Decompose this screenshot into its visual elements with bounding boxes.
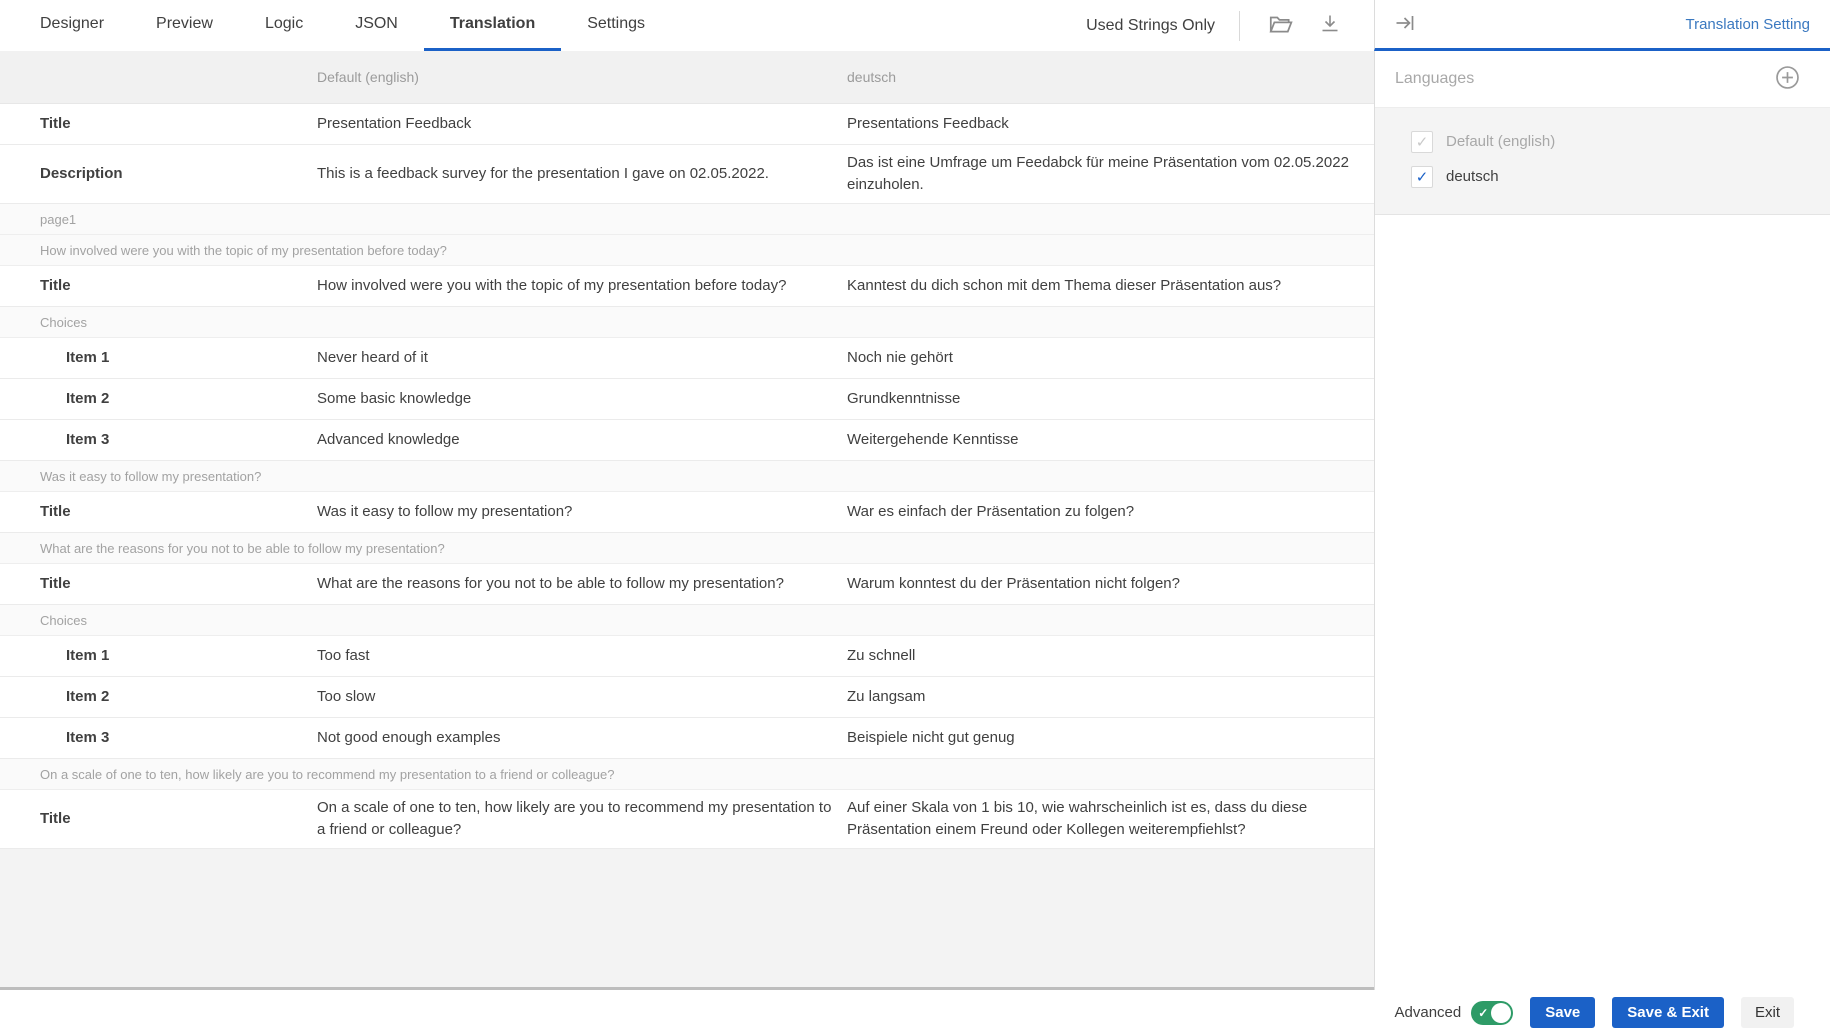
translation-cell-deutsch[interactable]: Presentations Feedback (847, 115, 1009, 132)
tab-bar (0, 0, 1374, 51)
export-button[interactable] (1314, 10, 1346, 42)
translation-row (0, 338, 1374, 379)
used-strings-label: Used Strings Only (1086, 16, 1215, 34)
content-area (0, 51, 1830, 990)
panel-title: Translation Setting (1685, 15, 1810, 33)
download-icon (1318, 12, 1342, 39)
toggle-knob (1491, 1003, 1511, 1023)
row-label: Item 1 (66, 647, 110, 664)
translation-row (0, 492, 1374, 533)
language-checkbox[interactable]: ✓ (1411, 166, 1433, 188)
group-header-row: How involved were you with the topic of my presentation before today? (0, 235, 1374, 266)
save-and-exit-button[interactable]: Save & Exit (1612, 997, 1724, 1028)
column-header-deutsch: deutsch (847, 69, 897, 85)
import-button[interactable] (1264, 10, 1296, 42)
translation-cell-default[interactable]: Advanced knowledge (317, 431, 460, 448)
row-label: Item 3 (66, 729, 110, 746)
translation-cell-default[interactable]: Never heard of it (317, 349, 428, 366)
translation-row (0, 636, 1374, 677)
language-label: Default (english) (1446, 133, 1556, 150)
language-item-default (1375, 124, 1830, 159)
translation-row (0, 790, 1374, 849)
translation-row (0, 420, 1374, 461)
translation-cell-default[interactable]: Was it easy to follow my presentation? (317, 503, 573, 520)
languages-header (1375, 51, 1830, 108)
translation-cell-deutsch[interactable]: Grundkenntnisse (847, 390, 961, 407)
translation-settings-panel (1374, 51, 1830, 990)
translation-cell-default[interactable]: Too slow (317, 688, 376, 705)
language-label: deutsch (1446, 168, 1499, 185)
row-label: Title (40, 575, 71, 592)
language-item-deutsch[interactable] (1375, 159, 1830, 194)
translation-cell-deutsch[interactable]: Zu langsam (847, 688, 926, 705)
translation-cell-default[interactable]: Too fast (317, 647, 370, 664)
row-label: Item 2 (66, 390, 110, 407)
advanced-toggle[interactable] (1471, 1001, 1513, 1025)
toolbar-divider (1239, 11, 1240, 41)
translation-cell-deutsch[interactable]: Kanntest du dich schon mit dem Thema dieser Präsentation aus? (847, 277, 1282, 294)
translation-row (0, 104, 1374, 145)
translation-cell-deutsch[interactable]: War es einfach der Präsentation zu folgen? (847, 503, 1135, 520)
advanced-label: Advanced (1394, 1004, 1462, 1021)
table-empty-area (0, 849, 1374, 987)
toggle-check-icon: ✓ (1478, 1005, 1489, 1020)
row-label: Item 1 (66, 349, 110, 366)
translation-main (0, 51, 1374, 990)
row-label: Description (40, 165, 123, 182)
group-header-row: On a scale of one to ten, how likely are you to recommend my presentation to a friend or colleague? (0, 759, 1374, 790)
translation-row (0, 266, 1374, 307)
translation-cell-deutsch[interactable]: Zu schnell (847, 647, 916, 664)
collapse-panel-icon (1393, 11, 1417, 38)
row-label: Item 3 (66, 431, 110, 448)
collapse-panel-button[interactable] (1389, 8, 1421, 40)
translation-row (0, 379, 1374, 420)
languages-list (1375, 108, 1830, 215)
tab-strip (14, 0, 671, 51)
translation-cell-default[interactable]: Some basic knowledge (317, 390, 472, 407)
translation-row (0, 718, 1374, 759)
translation-cell-deutsch[interactable]: Beispiele nicht gut genug (847, 729, 1015, 746)
table-header-row (0, 51, 1374, 104)
row-label: Title (40, 810, 71, 827)
translation-cell-deutsch[interactable]: Noch nie gehört (847, 349, 953, 366)
tab-settings[interactable]: Settings (587, 15, 646, 32)
translation-cell-default[interactable]: What are the reasons for you not to be able to follow my presentation? (317, 575, 784, 592)
open-folder-icon (1267, 11, 1293, 40)
plus-circle-icon (1774, 64, 1801, 94)
row-label: Title (40, 277, 71, 294)
row-label: Title (40, 115, 71, 132)
translation-cell-default[interactable]: Presentation Feedback (317, 115, 472, 132)
group-header-row: page1 (0, 204, 1374, 235)
column-header-default: Default (english) (317, 69, 419, 85)
group-header-row: Choices (0, 307, 1374, 338)
group-header-row: What are the reasons for you not to be able to follow my presentation? (0, 533, 1374, 564)
translation-cell-default[interactable]: Not good enough examples (317, 729, 501, 746)
add-language-button[interactable] (1772, 64, 1802, 94)
translation-cell-deutsch[interactable]: Weitergehende Kenntisse (847, 431, 1019, 448)
tab-json[interactable]: JSON (355, 15, 398, 32)
translation-cell-deutsch[interactable]: Das ist eine Umfrage um Feedabck für meine Präsentation vom 02.05.2022 einzuholen. (847, 154, 1349, 193)
footer-bar (0, 990, 1830, 1035)
row-label: Item 2 (66, 688, 110, 705)
translation-toolbar (1086, 0, 1374, 51)
header-spacer (0, 51, 317, 103)
translation-cell-default[interactable]: This is a feedback survey for the presentation I gave on 02.05.2022. (317, 165, 769, 182)
tab-logic[interactable]: Logic (264, 15, 304, 32)
translation-cell-default[interactable]: On a scale of one to ten, how likely are you to recommend my presentation to a friend or colleague? (317, 799, 832, 838)
save-button[interactable]: Save (1530, 997, 1595, 1028)
language-checkbox: ✓ (1411, 131, 1433, 153)
translation-cell-default[interactable]: How involved were you with the topic of my presentation before today? (317, 277, 787, 294)
top-bar (0, 0, 1830, 51)
group-header-row: Choices (0, 605, 1374, 636)
tab-designer[interactable]: Designer (40, 15, 105, 32)
translation-cell-deutsch[interactable]: Warum konntest du der Präsentation nicht folgen? (847, 575, 1180, 592)
translation-row (0, 564, 1374, 605)
translation-row (0, 677, 1374, 718)
translation-cell-deutsch[interactable]: Auf einer Skala von 1 bis 10, wie wahrscheinlich ist es, dass du diese Präsentation einem Freund oder Kollegen weiterempfiehlst? (847, 799, 1308, 838)
group-header-row: Was it easy to follow my presentation? (0, 461, 1374, 492)
side-panel-header (1374, 0, 1830, 51)
exit-button[interactable]: Exit (1741, 997, 1794, 1028)
translation-row (0, 145, 1374, 204)
tab-preview[interactable]: Preview (156, 15, 213, 32)
row-label: Title (40, 503, 71, 520)
languages-label: Languages (1395, 70, 1475, 87)
tab-translation[interactable]: Translation (424, 0, 561, 51)
translation-table (0, 51, 1374, 849)
